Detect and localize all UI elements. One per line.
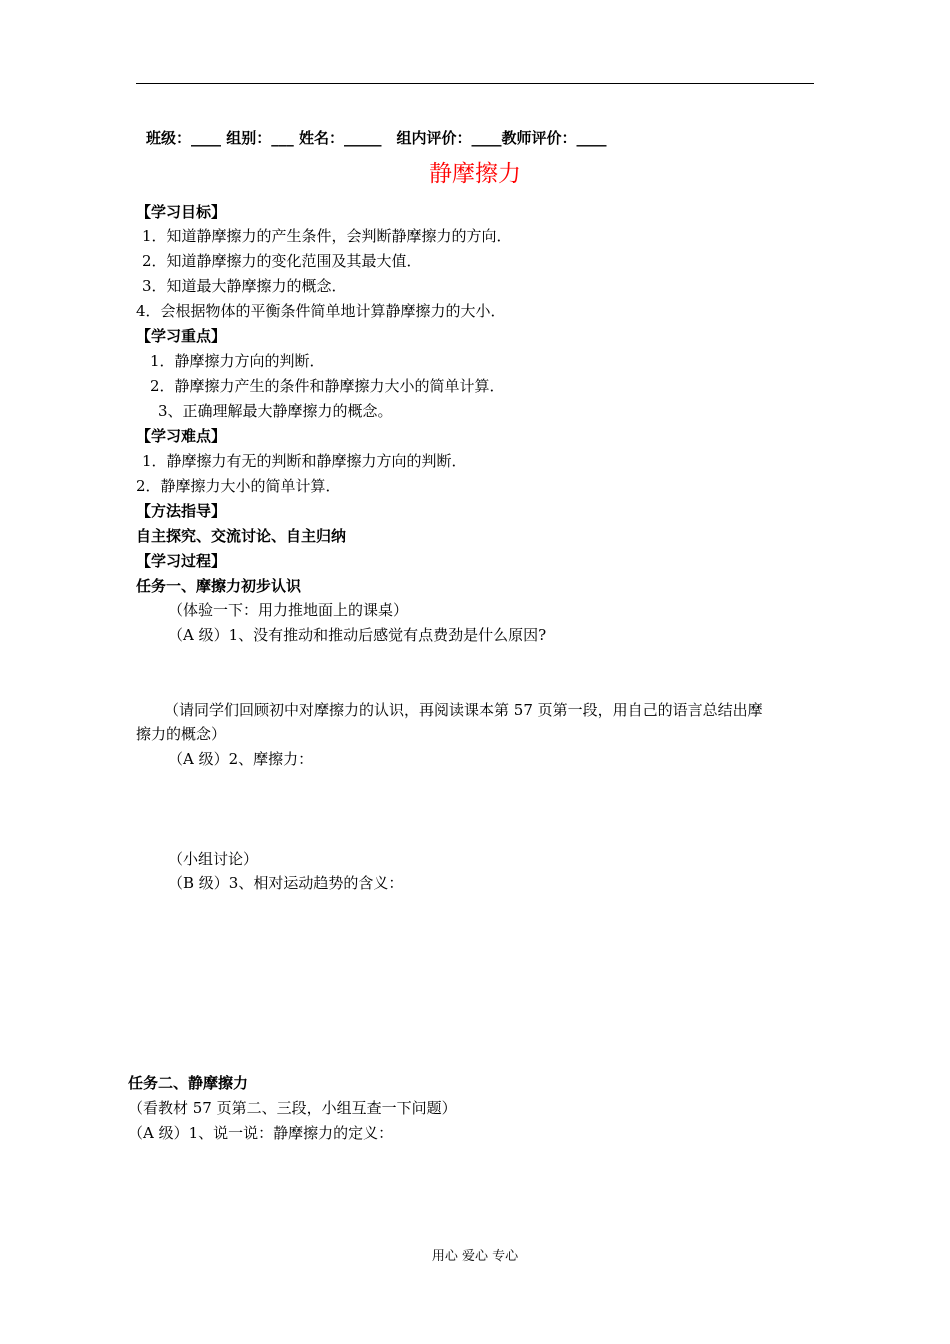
- task1-discussion: （小组讨论）: [168, 850, 259, 868]
- difficulty-item: 1．静摩擦力有无的判断和静摩擦力方向的判断．: [142, 452, 467, 470]
- task1-question-1: （A 级）1、没有推动和推动后感觉有点费劲是什么原因?: [168, 626, 547, 644]
- task1-review-line-2: 擦力的概念）: [136, 725, 227, 743]
- key-points-heading: 【学习重点】: [136, 327, 227, 345]
- task1-question-3: （B 级）3、相对运动趋势的含义：: [168, 874, 404, 892]
- key-point-item: 3、正确理解最大静摩擦力的概念。: [158, 402, 393, 420]
- process-heading: 【学习过程】: [136, 552, 227, 570]
- student-info-line: 班级：____ 组别：___ 姓名：_____ 组内评价：____教师评价：____: [146, 129, 607, 147]
- difficulty-item: 2．静摩擦力大小的简单计算．: [136, 477, 341, 495]
- header-rule: [136, 83, 814, 84]
- objective-item: 3．知道最大静摩擦力的概念．: [142, 277, 347, 295]
- method-heading: 【方法指导】: [136, 502, 227, 520]
- objective-item: 2．知道静摩擦力的变化范围及其最大值．: [142, 252, 422, 270]
- difficulties-heading: 【学习难点】: [136, 427, 227, 445]
- task1-question-2: （A 级）2、摩擦力：: [168, 750, 314, 768]
- task1-review-line-1: （请同学们回顾初中对摩擦力的认识，再阅读课本第 57 页第一段，用自己的语言总结出摩: [164, 701, 763, 719]
- objectives-heading: 【学习目标】: [136, 203, 227, 221]
- key-point-item: 1．静摩擦力方向的判断．: [150, 352, 325, 370]
- key-point-item: 2．静摩擦力产生的条件和静摩擦力大小的简单计算．: [150, 377, 505, 395]
- task1-title: 任务一、摩擦力初步认识: [136, 577, 302, 595]
- task2-reading: （看教材 57 页第二、三段，小组互查一下问题）: [128, 1099, 457, 1117]
- objective-item: 4．会根据物体的平衡条件简单地计算静摩擦力的大小．: [136, 302, 506, 320]
- page-footer: 用心 爱心 专心: [431, 1249, 519, 1264]
- objective-item: 1．知道静摩擦力的产生条件，会判断静摩擦力的方向．: [142, 227, 512, 245]
- task2-question-1: （A 级）1、说一说：静摩擦力的定义：: [128, 1124, 394, 1142]
- document-title: 静摩擦力: [429, 161, 521, 187]
- method-text: 自主探究、交流讨论、自主归纳: [136, 527, 347, 545]
- task2-title: 任务二、静摩擦力: [128, 1074, 249, 1092]
- task1-experience: （体验一下：用力推地面上的课桌）: [168, 601, 409, 619]
